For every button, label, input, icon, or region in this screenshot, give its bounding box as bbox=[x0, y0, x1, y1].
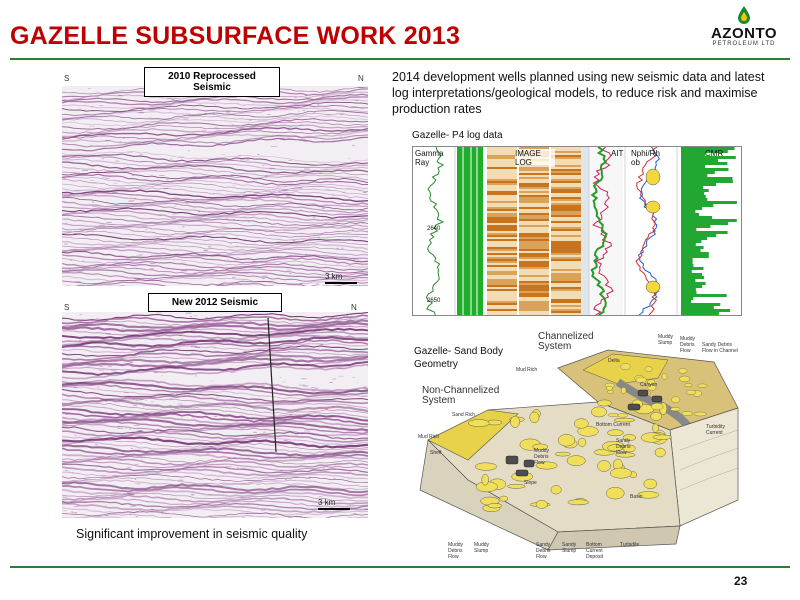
label-muddy-debris-bottom: Muddy Debris Flow bbox=[448, 542, 464, 560]
label-bottom-current-deposit: Bottom Current Deposit bbox=[586, 542, 603, 560]
depth-label-2650: 2650 bbox=[427, 298, 441, 304]
seismic-image-2010 bbox=[62, 86, 368, 286]
seismic-bottom-north: N bbox=[351, 303, 357, 312]
seismic-quality-caption: Significant improvement in seismic quality bbox=[76, 527, 308, 541]
seismic-bottom-caption: New 2012 Seismic bbox=[148, 293, 282, 312]
label-muddy-debris-flow: Muddy Debris Flow bbox=[534, 448, 550, 466]
page-number: 23 bbox=[734, 574, 748, 588]
label-mud-rich-left: Mud Rich bbox=[418, 434, 440, 440]
label-channelized-system: Channelized System bbox=[538, 331, 594, 352]
seismic-top-caption: 2010 Reprocessed Seismic bbox=[144, 67, 280, 97]
footer-rule bbox=[10, 566, 790, 568]
well-log-tracks bbox=[413, 147, 742, 316]
depth-label-2640: 2640 bbox=[427, 226, 441, 232]
label-non-channelized-system: Non-Channelized System bbox=[422, 385, 500, 406]
label-sandy-debris-bottom: Sandy Debris Flow bbox=[536, 542, 551, 560]
label-sandy-debris-flow: Sandy Debris Flow bbox=[616, 438, 631, 456]
development-description: 2014 development wells planned using new seismic data and latest log interpretations/geological models, to reduce risk and maximise production rates bbox=[392, 70, 765, 116]
log-panel-title: Gazelle- P4 log data bbox=[412, 130, 503, 141]
log-label-ait: AIT bbox=[611, 149, 624, 158]
label-basin: Basin bbox=[630, 494, 643, 500]
label-bottom-current: Bottom Current bbox=[596, 422, 630, 428]
oil-drop-icon bbox=[737, 6, 751, 24]
label-canyon: Canyon bbox=[640, 382, 658, 388]
seismic-top-north: N bbox=[358, 74, 364, 83]
seismic-bottom-south: S bbox=[64, 303, 70, 312]
label-sand-rich: Sand Rich bbox=[452, 412, 476, 418]
seismic-image-2012 bbox=[62, 312, 368, 518]
log-label-gamma: Gamma Ray bbox=[415, 149, 444, 167]
label-sandy-slump-bottom: Sandy Slump bbox=[562, 542, 577, 554]
seismic-bottom-scale bbox=[318, 498, 335, 507]
label-shelf: Shelf bbox=[430, 450, 442, 456]
label-turbidity-current: Turbidity Current bbox=[706, 424, 725, 436]
label-muddy-slump-top: Muddy Slump bbox=[658, 334, 674, 346]
label-mud-rich-top: Mud Rich bbox=[516, 367, 538, 373]
page-title: GAZELLE SUBSURFACE WORK 2013 bbox=[10, 22, 461, 50]
label-muddy-slump-bottom: Muddy Slump bbox=[474, 542, 490, 554]
log-label-cmr: CMR bbox=[705, 149, 724, 158]
log-label-nphi: Nphi/Rh ob bbox=[631, 149, 660, 167]
log-label-image: IMAGE LOG bbox=[515, 149, 555, 167]
seismic-top-south: S bbox=[64, 74, 70, 83]
scale-label: 3 km bbox=[318, 498, 336, 507]
label-muddy-debris-top: Muddy Debris Flow bbox=[680, 336, 696, 354]
logo-wordmark: AZONTO bbox=[710, 25, 778, 42]
scale-label: 3 km bbox=[325, 272, 343, 281]
label-sandy-debris-channel: Sandy Debris Flow in Channel bbox=[702, 342, 738, 354]
well-log-panel bbox=[412, 146, 742, 316]
label-turbidite: Turbidite bbox=[620, 542, 640, 548]
azonto-logo bbox=[694, 6, 794, 52]
header-rule bbox=[10, 58, 790, 60]
seismic-top-scale bbox=[325, 272, 342, 281]
geology-title: Gazelle- Sand Body Geometry bbox=[414, 346, 503, 370]
label-delta: Delta bbox=[608, 358, 620, 364]
logo-subtitle: PETROLEUM LTD bbox=[712, 41, 776, 47]
label-slope: Slope bbox=[524, 480, 537, 486]
